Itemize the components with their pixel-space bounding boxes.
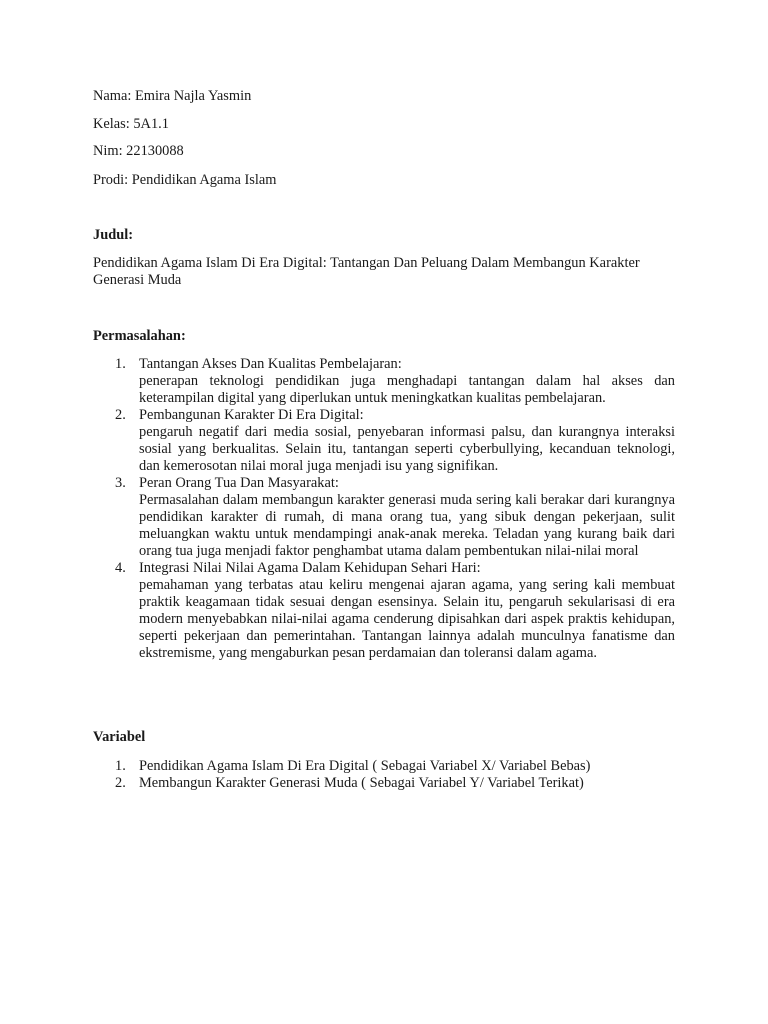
- student-name: Nama: Emira Najla Yasmin: [93, 88, 252, 104]
- variabel-item: [93, 758, 675, 775]
- student-prodi: Prodi: Pendidikan Agama Islam: [93, 172, 277, 188]
- permasalahan-item: [93, 475, 675, 560]
- permasalahan-item: [93, 560, 675, 662]
- list-number: 2.: [115, 407, 126, 423]
- item-body: penerapan teknologi pendidikan juga menghadapi tantangan dalam hal akses dan keterampilan digital yang diperlukan untuk meningkatkan kualitas pembelajaran.: [139, 373, 675, 406]
- variabel-list: [93, 758, 675, 792]
- item-heading: Pembangunan Karakter Di Era Digital:: [139, 407, 364, 423]
- permasalahan-item: [93, 407, 675, 475]
- item-body: pemahaman yang terbatas atau keliru mengenai ajaran agama, yang sering kali membuat praktik keagamaan tidak sesuai dengan esensinya. Selain itu, pengaruh sekularisasi di era modern menyebabkan nilai-nilai agama cenderung dipisahkan dari aspek praktis kehidupan, seperti pekerjaan dan pemerintahan. Tantangan lainnya adalah munculnya fanatisme dan ekstremisme, yang mengaburkan pesan perdamaian dan toleransi dalam agama.: [139, 577, 675, 661]
- permasalahan-list: [93, 356, 675, 662]
- judul-text: Pendidikan Agama Islam Di Era Digital: Tantangan Dan Peluang Dalam Membangun Karakter Generasi Muda: [93, 255, 640, 288]
- list-number: 2.: [115, 775, 126, 791]
- variabel-item: [93, 775, 675, 792]
- list-number: 3.: [115, 475, 126, 491]
- variabel-text: Pendidikan Agama Islam Di Era Digital ( Sebagai Variabel X/ Variabel Bebas): [139, 758, 591, 774]
- permasalahan-item: [93, 356, 675, 407]
- list-number: 1.: [115, 758, 126, 774]
- variabel-heading: Variabel: [93, 729, 146, 745]
- item-body: pengaruh negatif dari media sosial, penyebaran informasi palsu, dan kurangnya interaksi sosial yang berkualitas. Selain itu, tantangan seperti cyberbullying, kecanduan teknologi, dan kemerosotan nilai moral juga menjadi isu yang signifikan.: [139, 424, 675, 474]
- item-heading: Integrasi Nilai Nilai Agama Dalam Kehidupan Sehari Hari:: [139, 560, 481, 576]
- list-number: 1.: [115, 356, 126, 372]
- item-heading: Tantangan Akses Dan Kualitas Pembelajaran:: [139, 356, 402, 372]
- list-number: 4.: [115, 560, 126, 576]
- student-nim: Nim: 22130088: [93, 143, 184, 159]
- item-heading: Peran Orang Tua Dan Masyarakat:: [139, 475, 339, 491]
- student-class: Kelas: 5A1.1: [93, 116, 169, 132]
- judul-heading: Judul:: [93, 227, 133, 243]
- variabel-text: Membangun Karakter Generasi Muda ( Sebagai Variabel Y/ Variabel Terikat): [139, 775, 584, 791]
- permasalahan-heading: Permasalahan:: [93, 328, 186, 344]
- item-body: Permasalahan dalam membangun karakter generasi muda sering kali berakar dari kurangnya pendidikan karakter di rumah, di mana orang tua, yang sibuk dengan pekerjaan, sulit meluangkan waktu untuk mendampingi anak-anak mereka. Teladan yang kurang baik dari orang tua juga menjadi faktor penghambat utama dalam pembentukan nilai-nilai moral: [139, 492, 675, 559]
